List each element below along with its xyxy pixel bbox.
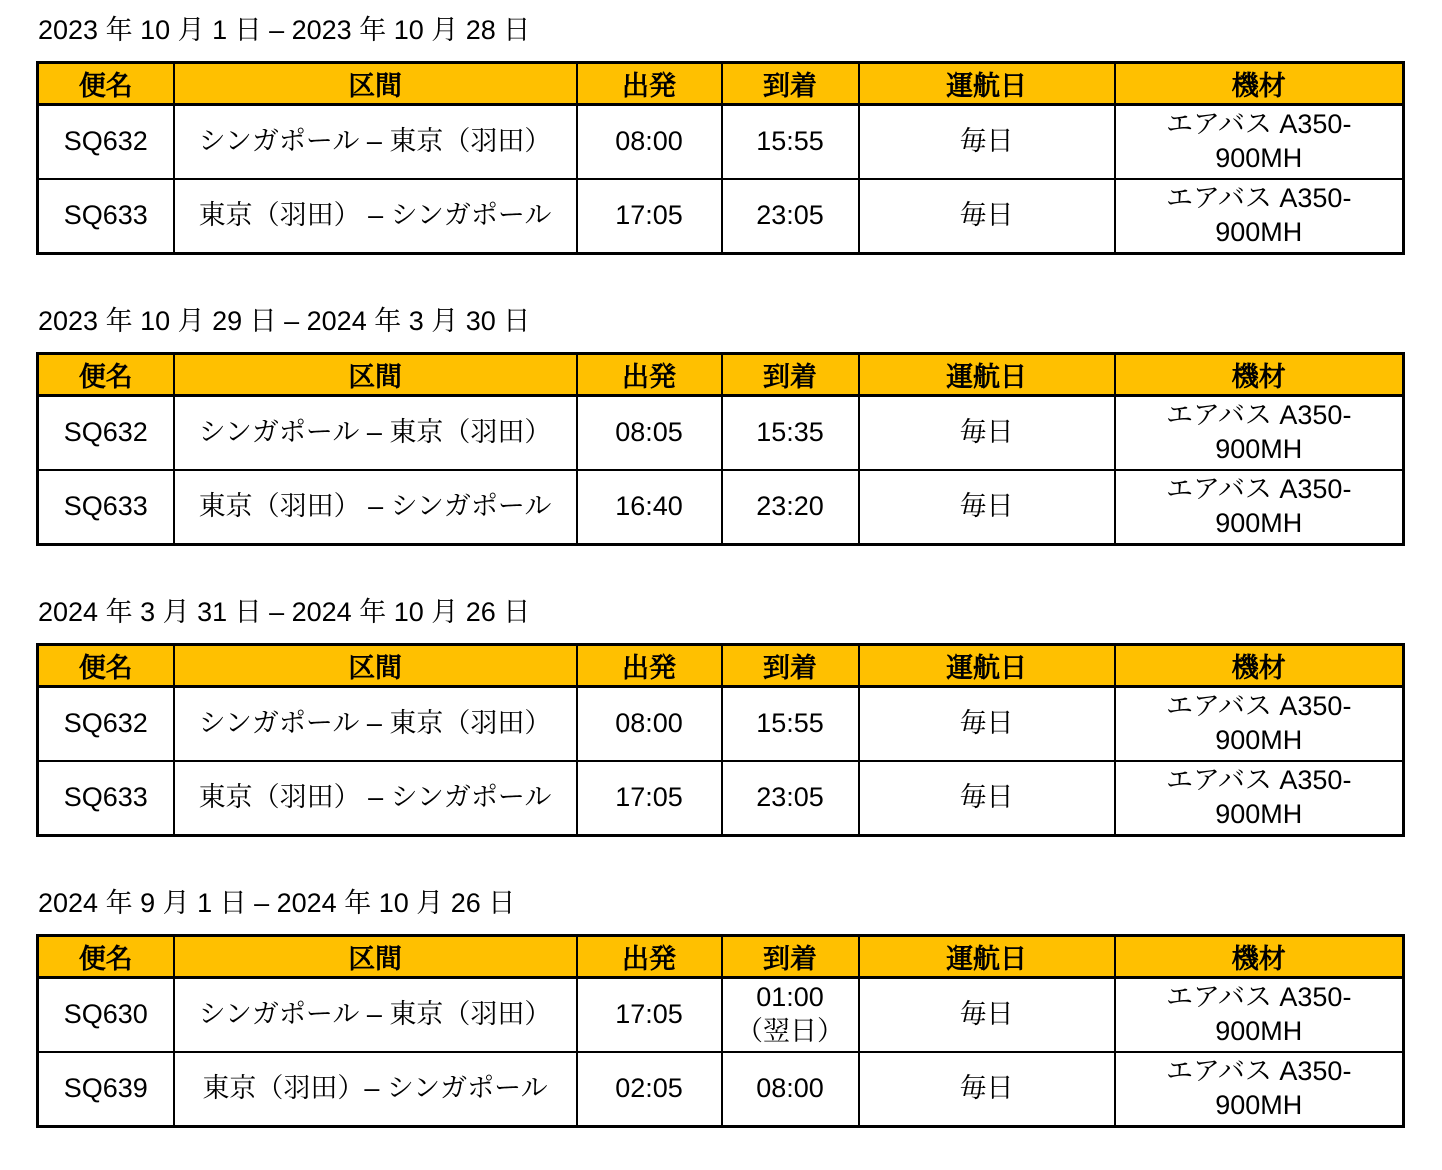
cell-aircraft: [1115, 470, 1404, 545]
arrival-time: 15:55: [756, 708, 824, 739]
arrival-note: （翌日）: [736, 1016, 844, 1046]
arrival-time: 23:20: [756, 491, 824, 522]
col-header-aircraft: 機材: [1115, 63, 1404, 105]
col-header-route: 区間: [174, 354, 577, 396]
cell-operating-days: 毎日: [859, 761, 1115, 836]
cell-departure-time: 02:05: [577, 1052, 722, 1127]
cell-flight-number: SQ633: [38, 761, 174, 836]
cell-flight-number: SQ633: [38, 470, 174, 545]
aircraft-line1: エアバス A350-: [1166, 765, 1352, 796]
aircraft-line2: 900MH: [1215, 217, 1303, 247]
aircraft-line1: エアバス A350-: [1166, 183, 1352, 214]
cell-aircraft: [1115, 687, 1404, 762]
period-heading: 2023 年 10 月 1 日 – 2023 年 10 月 28 日: [38, 15, 531, 45]
cell-route: シンガポール – 東京（羽田）: [174, 396, 577, 471]
cell-arrival-time: [722, 396, 859, 471]
table-row: [38, 396, 1404, 471]
col-header-days: 運航日: [859, 645, 1115, 687]
cell-arrival-time: [722, 1052, 859, 1127]
aircraft-line2: 900MH: [1215, 1090, 1303, 1120]
table-row: [38, 687, 1404, 762]
col-header-route: 区間: [174, 936, 577, 978]
cell-flight-number: SQ639: [38, 1052, 174, 1127]
flight-schedule-table: [36, 934, 1405, 1128]
cell-arrival-time: [722, 470, 859, 545]
cell-arrival-time: [722, 179, 859, 254]
arrival-time: 23:05: [756, 782, 824, 813]
cell-operating-days: 毎日: [859, 470, 1115, 545]
table-row: [38, 1052, 1404, 1127]
period-heading: 2023 年 10 月 29 日 – 2024 年 3 月 30 日: [38, 306, 531, 336]
col-header-route: 区間: [174, 63, 577, 105]
cell-arrival-time: [722, 978, 859, 1053]
aircraft-line2: 900MH: [1215, 508, 1303, 538]
cell-aircraft: [1115, 179, 1404, 254]
table-row: [38, 761, 1404, 836]
aircraft-line2: 900MH: [1215, 143, 1303, 173]
period-heading: 2024 年 3 月 31 日 – 2024 年 10 月 26 日: [38, 597, 531, 627]
arrival-time: 08:00: [756, 1073, 824, 1104]
aircraft-line1: エアバス A350-: [1166, 1056, 1352, 1087]
cell-departure-time: 08:05: [577, 396, 722, 471]
cell-operating-days: 毎日: [859, 179, 1115, 254]
cell-route: シンガポール – 東京（羽田）: [174, 978, 577, 1053]
cell-departure-time: 16:40: [577, 470, 722, 545]
cell-arrival-time: [722, 105, 859, 180]
flight-schedule-table: [36, 61, 1405, 255]
schedule-section-3: [36, 596, 1442, 837]
table-row: [38, 179, 1404, 254]
col-header-departure: 出発: [577, 63, 722, 105]
cell-route: 東京（羽田） – シンガポール: [174, 470, 577, 545]
aircraft-line1: エアバス A350-: [1166, 982, 1352, 1013]
schedule-section-4: [36, 887, 1442, 1128]
arrival-time: 23:05: [756, 200, 824, 231]
cell-flight-number: SQ630: [38, 978, 174, 1053]
cell-flight-number: SQ632: [38, 105, 174, 180]
header-row: [38, 936, 1404, 978]
col-header-departure: 出発: [577, 645, 722, 687]
col-header-arrival: 到着: [722, 936, 859, 978]
col-header-flight: 便名: [38, 645, 174, 687]
cell-route: 東京（羽田） – シンガポール: [174, 179, 577, 254]
aircraft-line2: 900MH: [1215, 434, 1303, 464]
col-header-route: 区間: [174, 645, 577, 687]
col-header-flight: 便名: [38, 354, 174, 396]
header-row: [38, 645, 1404, 687]
cell-departure-time: 17:05: [577, 978, 722, 1053]
cell-route: シンガポール – 東京（羽田）: [174, 687, 577, 762]
col-header-arrival: 到着: [722, 354, 859, 396]
cell-aircraft: [1115, 1052, 1404, 1127]
cell-operating-days: 毎日: [859, 396, 1115, 471]
col-header-aircraft: 機材: [1115, 354, 1404, 396]
cell-departure-time: 08:00: [577, 687, 722, 762]
arrival-time: 15:55: [756, 126, 824, 157]
cell-flight-number: SQ632: [38, 687, 174, 762]
cell-flight-number: SQ632: [38, 396, 174, 471]
period-heading: 2024 年 9 月 1 日 – 2024 年 10 月 26 日: [38, 888, 516, 918]
cell-departure-time: 17:05: [577, 761, 722, 836]
cell-aircraft: [1115, 105, 1404, 180]
col-header-days: 運航日: [859, 63, 1115, 105]
col-header-aircraft: 機材: [1115, 645, 1404, 687]
schedule-section-2: [36, 305, 1442, 546]
aircraft-line2: 900MH: [1215, 725, 1303, 755]
header-row: [38, 354, 1404, 396]
flight-schedule-table: [36, 643, 1405, 837]
aircraft-line1: エアバス A350-: [1166, 474, 1352, 505]
cell-flight-number: SQ633: [38, 179, 174, 254]
aircraft-line2: 900MH: [1215, 799, 1303, 829]
col-header-arrival: 到着: [722, 645, 859, 687]
col-header-days: 運航日: [859, 936, 1115, 978]
arrival-time: 15:35: [756, 417, 824, 448]
cell-route: 東京（羽田） – シンガポール: [174, 761, 577, 836]
cell-aircraft: [1115, 396, 1404, 471]
header-row: [38, 63, 1404, 105]
arrival-time: 01:00: [756, 982, 824, 1013]
cell-operating-days: 毎日: [859, 1052, 1115, 1127]
cell-arrival-time: [722, 687, 859, 762]
aircraft-line1: エアバス A350-: [1166, 400, 1352, 431]
col-header-flight: 便名: [38, 63, 174, 105]
cell-operating-days: 毎日: [859, 978, 1115, 1053]
schedule-section-1: [36, 14, 1442, 255]
cell-route: 東京（羽田）– シンガポール: [174, 1052, 577, 1127]
col-header-departure: 出発: [577, 936, 722, 978]
cell-route: シンガポール – 東京（羽田）: [174, 105, 577, 180]
col-header-aircraft: 機材: [1115, 936, 1404, 978]
aircraft-line1: エアバス A350-: [1166, 109, 1352, 140]
col-header-days: 運航日: [859, 354, 1115, 396]
cell-departure-time: 08:00: [577, 105, 722, 180]
col-header-flight: 便名: [38, 936, 174, 978]
aircraft-line1: エアバス A350-: [1166, 691, 1352, 722]
table-row: [38, 105, 1404, 180]
cell-aircraft: [1115, 978, 1404, 1053]
table-row: [38, 470, 1404, 545]
cell-operating-days: 毎日: [859, 105, 1115, 180]
cell-aircraft: [1115, 761, 1404, 836]
col-header-arrival: 到着: [722, 63, 859, 105]
cell-departure-time: 17:05: [577, 179, 722, 254]
flight-schedule-table: [36, 352, 1405, 546]
table-row: [38, 978, 1404, 1053]
cell-arrival-time: [722, 761, 859, 836]
col-header-departure: 出発: [577, 354, 722, 396]
aircraft-line2: 900MH: [1215, 1016, 1303, 1046]
cell-operating-days: 毎日: [859, 687, 1115, 762]
